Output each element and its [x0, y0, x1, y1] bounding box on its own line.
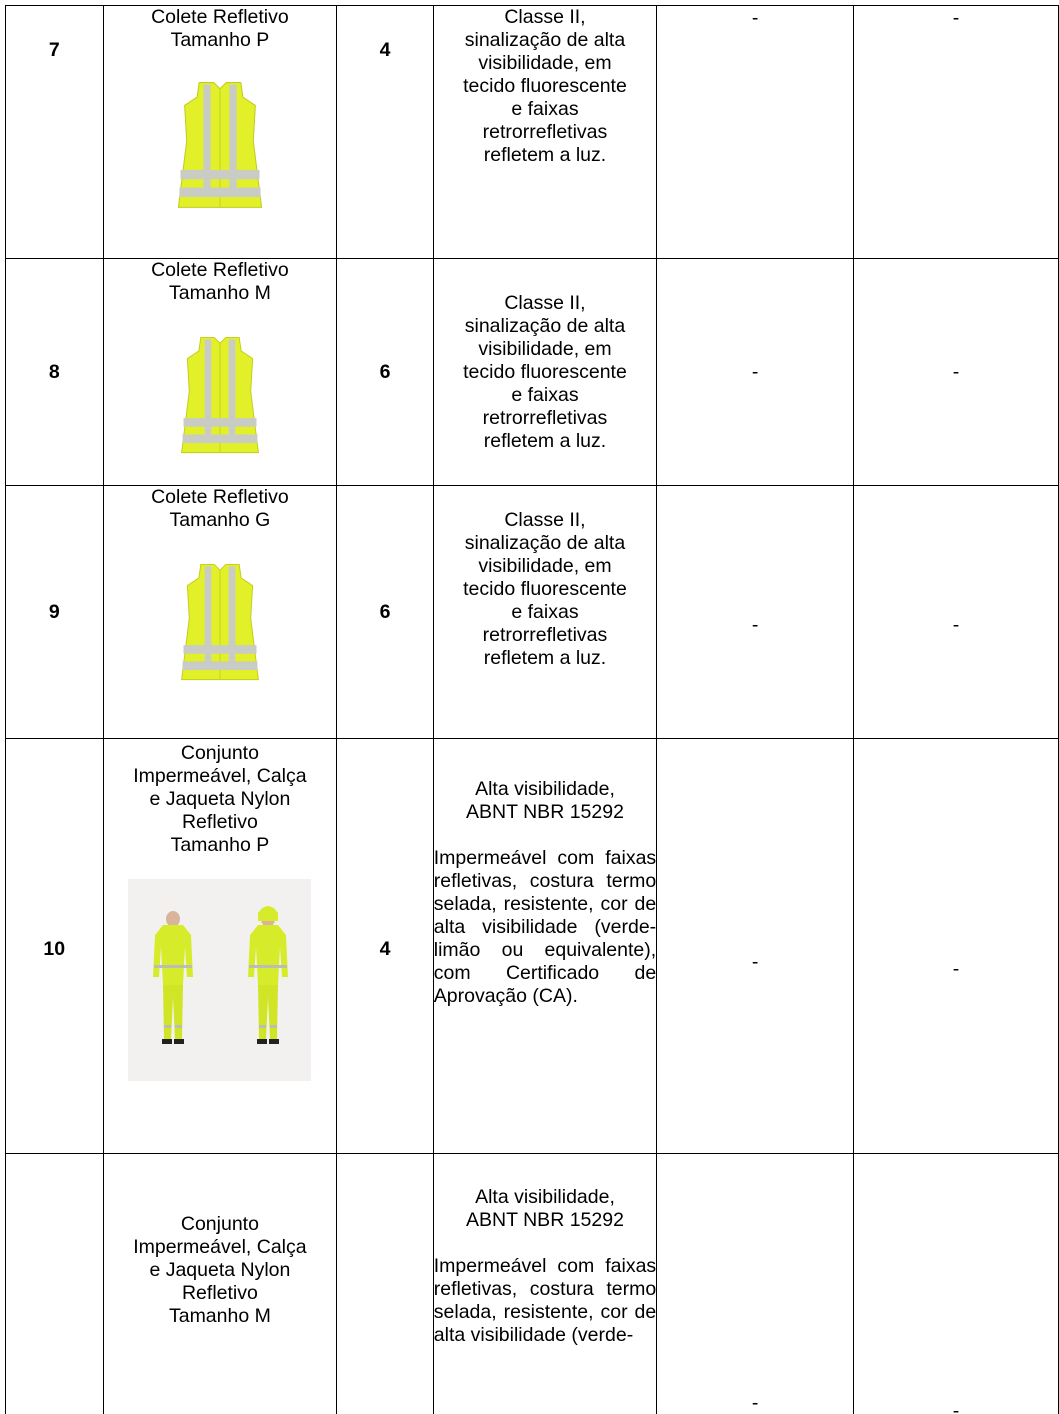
reflective-vest-image — [172, 325, 268, 467]
spec-cell — [433, 1154, 656, 1414]
col6-value: - — [854, 1154, 1059, 1414]
spec-header: Alta visibilidade, ABNT NBR 15292 — [466, 1186, 624, 1231]
product-name: Colete Refletivo Tamanho M — [151, 259, 289, 304]
spec-cell — [433, 6, 656, 259]
quantity: 6 — [337, 486, 434, 739]
col5-value: - — [657, 6, 854, 259]
quantity: 6 — [337, 259, 434, 486]
table-row — [6, 6, 1059, 259]
reflective-vest-image — [172, 552, 268, 694]
product-cell — [103, 259, 337, 486]
col6-value: - — [854, 6, 1059, 259]
item-number: 10 — [6, 739, 104, 1154]
items-table — [5, 5, 1059, 1414]
col6-value: - — [854, 486, 1059, 739]
table-row — [6, 259, 1059, 486]
quantity: 4 — [337, 6, 434, 259]
spec-header: Alta visibilidade, ABNT NBR 15292 — [466, 778, 624, 823]
table-row — [6, 486, 1059, 739]
spec-text: Classe II, sinalização de alta visibilidade, em tecido fluorescente e faixas retrorrefletivas refletem a luz. — [463, 291, 627, 452]
item-number: 8 — [6, 259, 104, 486]
product-name: Colete Refletivo Tamanho P — [151, 6, 289, 51]
product-name: Conjunto Impermeável, Calça e Jaqueta Nylon Refletivo Tamanho M — [133, 1213, 307, 1327]
item-number: 7 — [6, 6, 104, 259]
spec-cell — [433, 259, 656, 486]
item-number: 9 — [6, 486, 104, 739]
spec-text: Classe II, sinalização de alta visibilidade, em tecido fluorescente e faixas retrorrefletivas refletem a luz. — [463, 509, 627, 669]
col5-value: - — [657, 486, 854, 739]
table-row — [6, 739, 1059, 1154]
spec-detail: Impermeável com faixas refletivas, costura termo selada, resistente, cor de alta visibilidade (verde- — [433, 1255, 657, 1346]
spec-text: Classe II, sinalização de alta visibilidade, em tecido fluorescente e faixas retrorrefletivas refletem a luz. — [463, 6, 627, 166]
product-name: Conjunto Impermeável, Calça e Jaqueta Nylon Refletivo Tamanho P — [133, 742, 307, 856]
reflective-vest-image — [168, 74, 272, 218]
product-cell — [103, 1154, 337, 1414]
col6-value: - — [854, 739, 1059, 1154]
rain-suit-image — [128, 879, 311, 1081]
quantity: 4 — [337, 739, 434, 1154]
spec-cell — [433, 486, 656, 739]
product-cell — [103, 6, 337, 259]
product-name: Colete Refletivo Tamanho G — [151, 486, 289, 531]
col5-value: - — [657, 1154, 854, 1414]
spec-detail: Impermeável com faixas refletivas, costura termo selada, resistente, cor de alta visibilidade (verde-limão ou equivalente), com Certificado de Aprovação (CA). — [433, 847, 657, 1007]
table-row — [6, 1154, 1059, 1414]
col5-value: - — [657, 259, 854, 486]
product-cell — [103, 739, 337, 1154]
item-number — [6, 1154, 104, 1414]
col6-value: - — [854, 259, 1059, 486]
product-cell — [103, 486, 337, 739]
quantity — [337, 1154, 434, 1414]
spec-cell — [433, 739, 656, 1154]
col5-value: - — [657, 739, 854, 1154]
